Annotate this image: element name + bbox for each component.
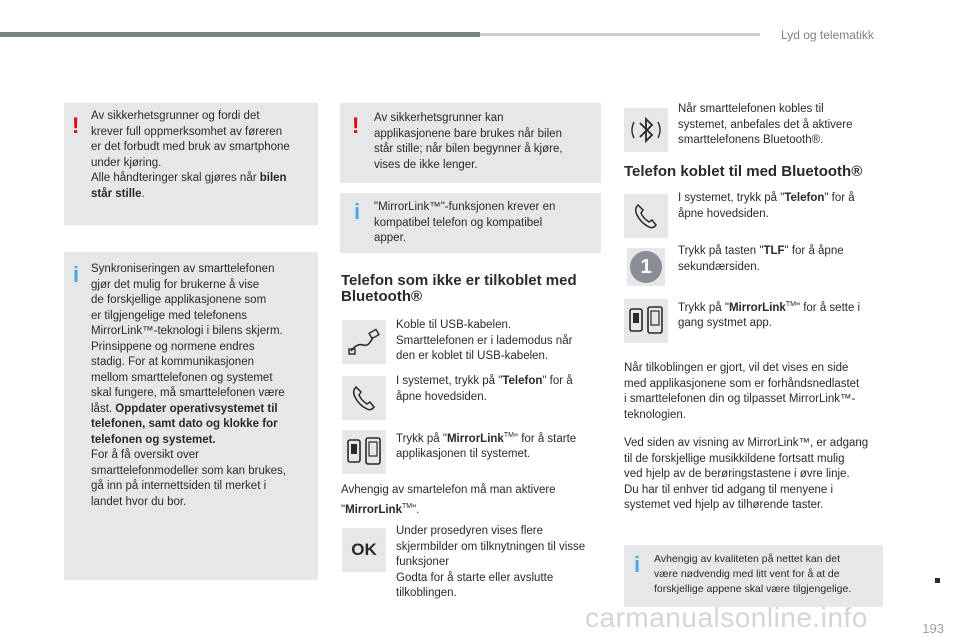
- section-title: Lyd og telematikk: [781, 28, 874, 42]
- info-icon: i: [354, 199, 361, 224]
- mirrorlink-icon: [624, 299, 668, 343]
- bullet-marker: [935, 578, 940, 583]
- info-box-mirrorlink: i "MirrorLink™"-funksjonen krever en kompatibel telefon og kompatibel apper.: [340, 193, 601, 253]
- header-bar: [0, 32, 480, 37]
- info-icon: i: [73, 262, 80, 287]
- info-box-network: i Avhengig av kvaliteten på nettet kan det være nødvendig med litt vent for å at de forskjellige appene skal være tilgjengelige.: [624, 545, 883, 607]
- mirrorlink-icon: [342, 430, 386, 474]
- step-usb-text: Koble til USB-kabelen. Smarttelefonen er i lademodus når den er koblet til USB-kabelen.: [396, 319, 573, 362]
- phone-handset-icon: [342, 376, 386, 420]
- bluetooth-icon: [624, 108, 668, 152]
- paragraph-connection-done: Når tilkoblingen er gjort, vil det vises en side med applikasjonene som er forhåndsnedlastet i smarttelefonen din og tilpasset MirrorLink™- teknologien.: [624, 362, 860, 421]
- step-ok-text: Under prosedyren vises flere skjermbilder om tilknytningen til visse funksjoner Godta for å starte eller avslutte tilkoblingen.: [396, 525, 586, 599]
- step-number-badge: 1: [627, 248, 665, 286]
- phone-handset-icon: [624, 194, 668, 238]
- header-bar-light: [480, 33, 760, 36]
- bluetooth-note: Når smarttelefonen kobles til systemet, anbefales det å aktivere smarttelefonens Bluetooth®.: [678, 103, 853, 146]
- note-activate-mirrorlink: Avhengig av smartelefon må man aktivere "MirrorLink™".: [341, 484, 556, 516]
- info-box-sync: i Synkroniseringen av smarttelefonen gjør det mulig for brukerne å vise de forskjellige applikasjonene som er tilgjengelige med telefonens MirrorLink™-teknologi i bilens skjerm. Prinsippene og normene endres stadig. For at kommunikasjonen mellom smarttelefonen og systemet skal fungere, må smarttelefonen være låst. Oppdater operativsystemet til telefonen, samt dato og klokke for telefonen og systemet. For å få oversikt over smarttelefonmodeller som kan brukes, gå inn på internettsiden til merket i landet hvor du bor.: [64, 252, 318, 580]
- paragraph-music-access: Ved siden av visning av MirrorLink™, er adgang til de forskjellige musikkildene fortsatt mulig ved hjelp av de berøringstastene i øvre linje. Du har til enhver tid adgang til menyene i systemet ved hjelp av tilhørende taster.: [624, 437, 869, 511]
- exclamation-icon: !: [352, 113, 360, 138]
- step-tlf-text: Trykk på tasten "TLF" for å åpne sekundærsiden.: [678, 245, 844, 273]
- ok-icon: OK: [342, 528, 386, 572]
- exclamation-icon: !: [72, 113, 80, 138]
- heading-not-connected: Telefon som ikke er tilkoblet med Bluetooth®: [341, 272, 577, 305]
- page-number: 193: [922, 621, 944, 636]
- step-mirrorlink-text: Trykk på "MirrorLink™" for å starte applikasjonen til systemet.: [396, 432, 577, 461]
- warning-box-apps: ! Av sikkerhetsgrunner kan applikasjonene bare brukes når bilen står stille; når bilen begynner å kjøre, vises de ikke lenger.: [340, 103, 601, 183]
- step-phone-text: I systemet, trykk på "Telefon" for å åpne hovedsiden.: [396, 375, 573, 403]
- info-icon: i: [634, 552, 641, 577]
- heading-connected-bluetooth: Telefon koblet til med Bluetooth®: [624, 163, 863, 180]
- warning-box-safety: ! Av sikkerhetsgrunner og fordi det krever full oppmerksomhet av føreren er det forbudt med bruk av smartphone under kjøring. Alle håndteringer skal gjøres når bilen står stille.: [64, 103, 318, 225]
- watermark: carmanualsonline.info: [585, 602, 868, 633]
- usb-cable-icon: [342, 320, 386, 364]
- step-phone-text-bt: I systemet, trykk på "Telefon" for å åpne hovedsiden.: [678, 192, 855, 220]
- step-mirrorlink-text-bt: Trykk på "MirrorLink™" for å sette i gang systmet app.: [678, 301, 861, 330]
